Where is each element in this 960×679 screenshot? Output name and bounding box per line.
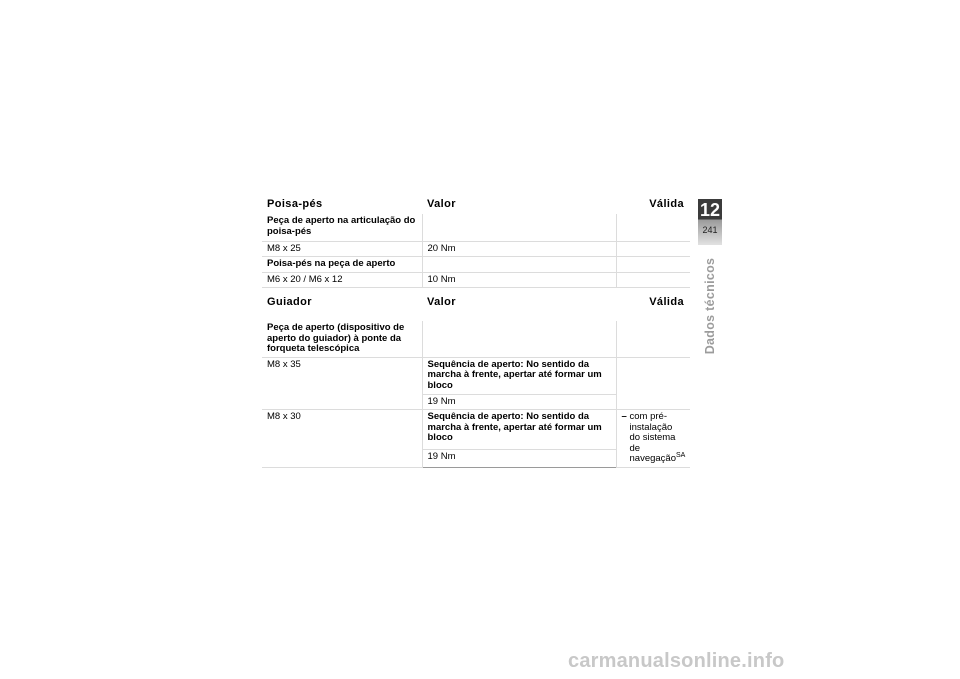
empty-cell xyxy=(616,357,690,410)
handlebar-row3-validity-cell xyxy=(616,410,690,468)
empty-cell xyxy=(616,272,690,288)
handlebar-row3-value: 19 Nm xyxy=(422,450,616,467)
table-row xyxy=(262,241,690,257)
footpegs-row2-value: 20 Nm xyxy=(422,241,616,257)
handlebar-row1-label: Peça de aperto (dispositivo de aperto do guiador) à ponte da forqueta telescópica xyxy=(262,321,422,357)
handlebar-row2-value: 19 Nm xyxy=(422,394,616,410)
handlebar-header xyxy=(262,291,690,313)
footpegs-header-col1: Poisa-pés xyxy=(267,198,323,210)
empty-cell xyxy=(616,241,690,257)
chapter-title: Dados técnicos xyxy=(703,257,717,355)
watermark-text: carmanualsonline.info xyxy=(568,650,785,672)
page-number: 241 xyxy=(702,225,718,235)
handlebar-row3-spec: M8 x 30 xyxy=(262,410,422,468)
empty-cell xyxy=(422,257,616,273)
empty-cell xyxy=(616,214,690,241)
handlebar-table xyxy=(262,321,690,468)
table-row xyxy=(262,410,690,450)
footpegs-header-col2: Valor xyxy=(427,198,456,210)
footpegs-table xyxy=(262,214,690,288)
handlebar-header-col2: Valor xyxy=(427,296,456,308)
handlebar-row3-sequence: Sequência de aperto: No sentido da marcha à frente, apertar até formar um bloco xyxy=(422,410,616,450)
empty-cell xyxy=(422,321,616,357)
table-row xyxy=(262,257,690,273)
table-row xyxy=(262,272,690,288)
footpegs-row2-spec: M8 x 25 xyxy=(262,241,422,257)
table-row xyxy=(262,321,690,357)
footpegs-header xyxy=(262,194,690,214)
handlebar-header-col3: Válida xyxy=(649,296,684,308)
footpegs-row4-value: 10 Nm xyxy=(422,272,616,288)
handlebar-header-col1: Guiador xyxy=(267,296,312,308)
table-row xyxy=(262,357,690,394)
empty-cell xyxy=(616,321,690,357)
table-row xyxy=(262,214,690,241)
footpegs-row3-label: Poisa-pés na peça de aperto xyxy=(262,257,422,273)
validity-text: com pré-instalação do sistema de navegação xyxy=(629,411,676,464)
chapter-number: 12 xyxy=(699,200,721,220)
validity-note xyxy=(622,412,686,465)
handlebar-row2-spec: M8 x 35 xyxy=(262,357,422,410)
validity-superscript: SA xyxy=(675,451,686,459)
empty-cell xyxy=(422,214,616,241)
validity-dash: – xyxy=(621,411,627,422)
chapter-tab xyxy=(698,199,722,245)
empty-cell xyxy=(616,257,690,273)
footpegs-header-col3: Válida xyxy=(649,198,684,210)
handlebar-row2-sequence: Sequência de aperto: No sentido da marcha à frente, apertar até formar um bloco xyxy=(422,357,616,394)
footpegs-row4-spec: M6 x 20 / M6 x 12 xyxy=(262,272,422,288)
torque-tables xyxy=(262,194,690,468)
validity-text-wrap xyxy=(630,412,686,465)
footpegs-row1-label: Peça de aperto na articulação do poisa-pés xyxy=(262,214,422,241)
